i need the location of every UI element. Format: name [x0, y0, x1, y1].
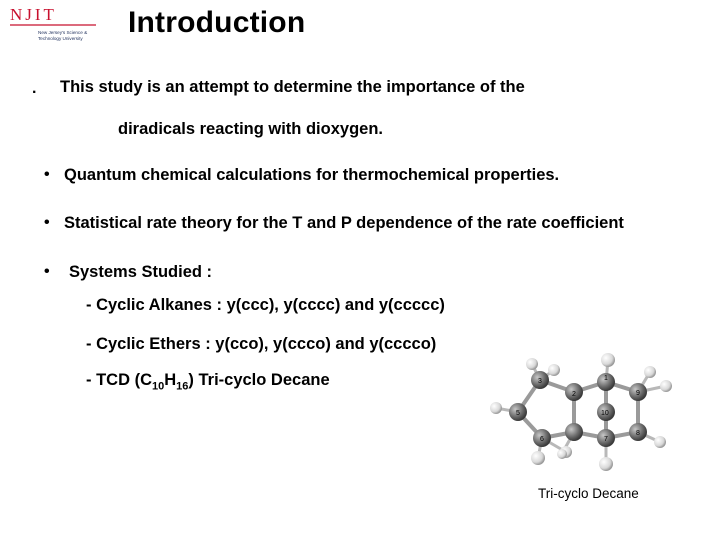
- intro-line-2: diradicals reacting with dioxygen.: [118, 120, 383, 138]
- svg-text:10: 10: [601, 410, 609, 417]
- svg-text:3: 3: [538, 378, 542, 385]
- svg-text:2: 2: [572, 391, 576, 398]
- system-alkanes: - Cyclic Alkanes : y(ccc), y(cccc) and y(ccccc): [86, 296, 445, 314]
- svg-text:8: 8: [636, 430, 640, 437]
- figure-caption: Tri-cyclo Decane: [538, 486, 639, 501]
- bullet-marker: •: [44, 166, 50, 183]
- logo-text: NJIT: [10, 5, 57, 24]
- bullet-statistical: Statistical rate theory for the T and P dependence of the rate coefficient: [64, 214, 624, 232]
- bullet-marker: •: [44, 214, 50, 231]
- bullet-systems: Systems Studied :: [69, 263, 213, 281]
- system-ethers: - Cyclic Ethers : y(cco), y(ccco) and y(cccco): [86, 335, 437, 353]
- tricyclodecane-molecule: [482, 350, 688, 478]
- njit-logo: [8, 4, 100, 48]
- svg-text:5: 5: [516, 410, 520, 417]
- system-tcd: - TCD $(C_{10}H_{16})$ Tri-cyclo Decane: [86, 371, 330, 393]
- logo-subtitle-2: Technology University: [38, 36, 83, 41]
- bullet-quantum: Quantum chemical calculations for thermochemical properties.: [64, 166, 560, 184]
- intro-marker: .: [32, 80, 37, 97]
- bullet-marker: •: [44, 263, 50, 280]
- intro-line-1: This study is an attempt to determine the importance of the: [60, 78, 525, 96]
- svg-text:9: 9: [636, 390, 640, 397]
- logo-subtitle-1: New Jersey's Science &: [38, 30, 88, 35]
- svg-text:7: 7: [604, 436, 608, 443]
- page-title: Introduction: [128, 6, 306, 39]
- svg-text:1: 1: [604, 375, 608, 382]
- svg-text:6: 6: [540, 436, 544, 443]
